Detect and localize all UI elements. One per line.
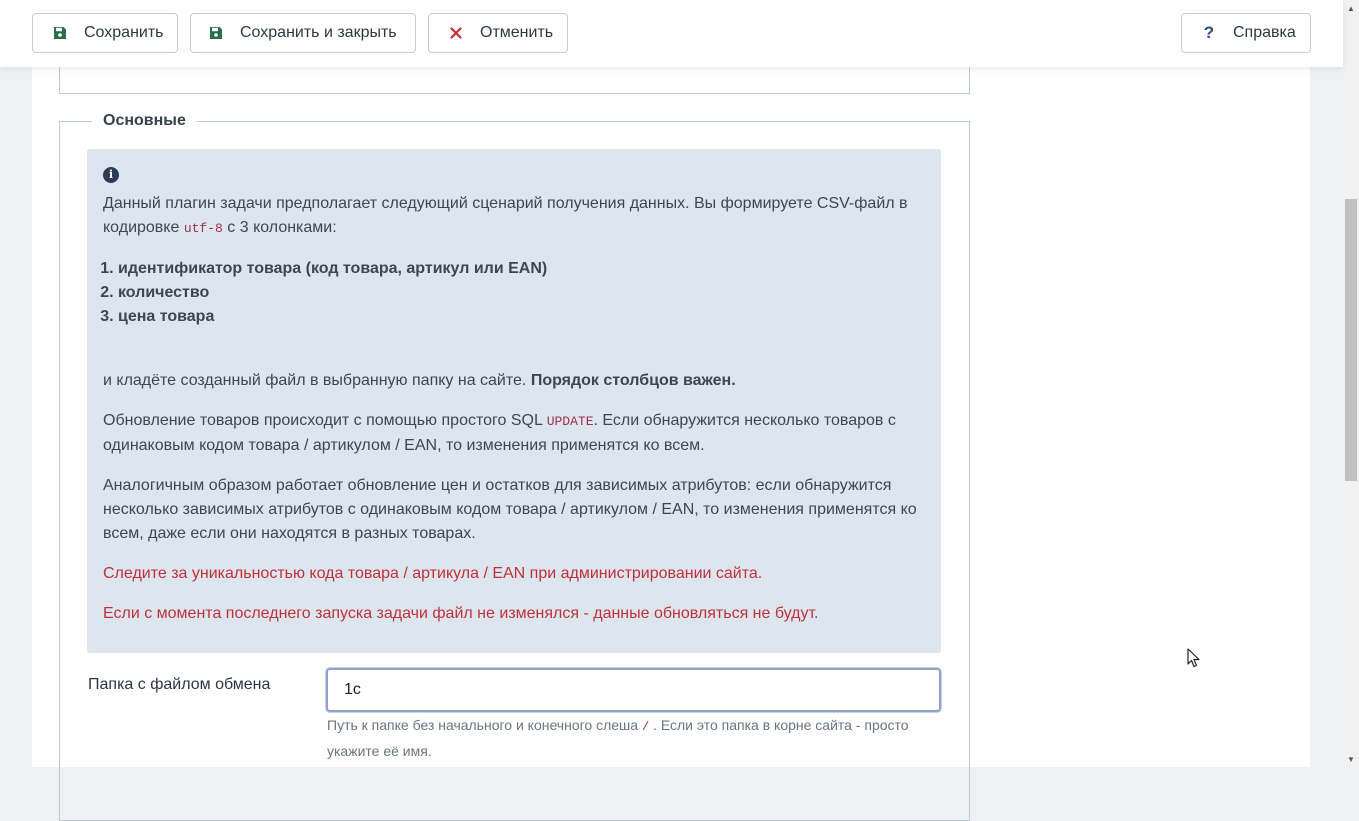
columns-list bbox=[103, 257, 925, 329]
cancel-button-label: Отменить bbox=[480, 24, 554, 41]
list-item: 3. цена товара bbox=[118, 305, 925, 329]
scroll-down-arrow-icon[interactable]: ▼ bbox=[1347, 754, 1355, 764]
save-and-close-label: Сохранить и закрыть bbox=[240, 24, 397, 41]
alert-paragraph-intro bbox=[103, 192, 925, 241]
floppy-disk-icon bbox=[52, 25, 68, 41]
floppy-disk-icon bbox=[208, 25, 224, 41]
alert-update-tail: . Если обнаружится несколько товаров с одинаковым кодом товара / артикулом / EAN, то изменения применятся ко всем. bbox=[103, 412, 896, 454]
alert-paragraph-update bbox=[103, 409, 925, 458]
list-item: 2. количество bbox=[118, 281, 925, 305]
question-icon: ? bbox=[1203, 23, 1215, 42]
info-circle-icon: i bbox=[103, 167, 119, 183]
list-item: 1. идентификатор товара (код товара, артикул или EAN) bbox=[118, 257, 925, 281]
help-button[interactable] bbox=[1181, 13, 1311, 53]
save-button-label: Сохранить bbox=[84, 24, 164, 41]
alert-warning-unchanged: Если с момента последнего запуска задачи файл не изменялся - данные обновляться не будут. bbox=[103, 605, 819, 622]
alert-paragraph-folder bbox=[103, 369, 925, 393]
info-alert bbox=[87, 149, 941, 653]
alert-warning-uniqueness: Следите за уникальностью кода товара / артикула / EAN при администрировании сайта. bbox=[103, 565, 763, 582]
mouse-cursor-icon bbox=[1187, 648, 1203, 670]
save-button[interactable] bbox=[32, 13, 178, 53]
fieldset-legend: Основные bbox=[92, 111, 197, 131]
cancel-button[interactable] bbox=[428, 13, 568, 53]
close-icon bbox=[448, 25, 464, 41]
alert-intro-text: Данный плагин задачи предполагает следующий сценарий получения данных. Вы формируете CSV-файл в кодировке bbox=[103, 195, 908, 236]
help-button-label: Справка bbox=[1233, 24, 1296, 41]
page-scrollbar[interactable] bbox=[1343, 0, 1359, 767]
scrollbar-thumb[interactable] bbox=[1345, 199, 1357, 481]
alert-intro-tail: с 3 колонками: bbox=[222, 219, 337, 236]
scroll-up-arrow-icon[interactable]: ▲ bbox=[1347, 3, 1355, 13]
slash-code: / bbox=[641, 720, 650, 734]
folder-field-help bbox=[327, 713, 941, 763]
save-and-close-button[interactable] bbox=[190, 13, 416, 53]
update-code: UPDATE bbox=[546, 414, 594, 429]
encoding-code: utf-8 bbox=[183, 221, 223, 236]
folder-field-label: Папка с файлом обмена bbox=[88, 676, 271, 693]
alert-update-text: Обновление товаров происходит с помощью простого SQL bbox=[103, 412, 547, 429]
folder-input[interactable] bbox=[326, 668, 941, 712]
help-text: Путь к папке без начального и конечного слеша bbox=[327, 717, 642, 733]
toolbar bbox=[0, 0, 1343, 67]
help-text-tail: . Если это папка в корне сайта - просто укажите её имя. bbox=[327, 717, 909, 759]
alert-folder-text: и кладёте созданный файл в выбранную папку на сайте. bbox=[103, 372, 531, 389]
alert-paragraph-attributes: Аналогичным образом работает обновление цен и остатков для зависимых атрибутов: если обнаружится несколько зависимых атрибутов с одинаковым кодом товара / артикулом / EAN, то изменения применятся ко всем, даже если они находятся в разных товарах. bbox=[103, 477, 917, 542]
column-order-note: Порядок столбцов важен. bbox=[530, 372, 736, 389]
